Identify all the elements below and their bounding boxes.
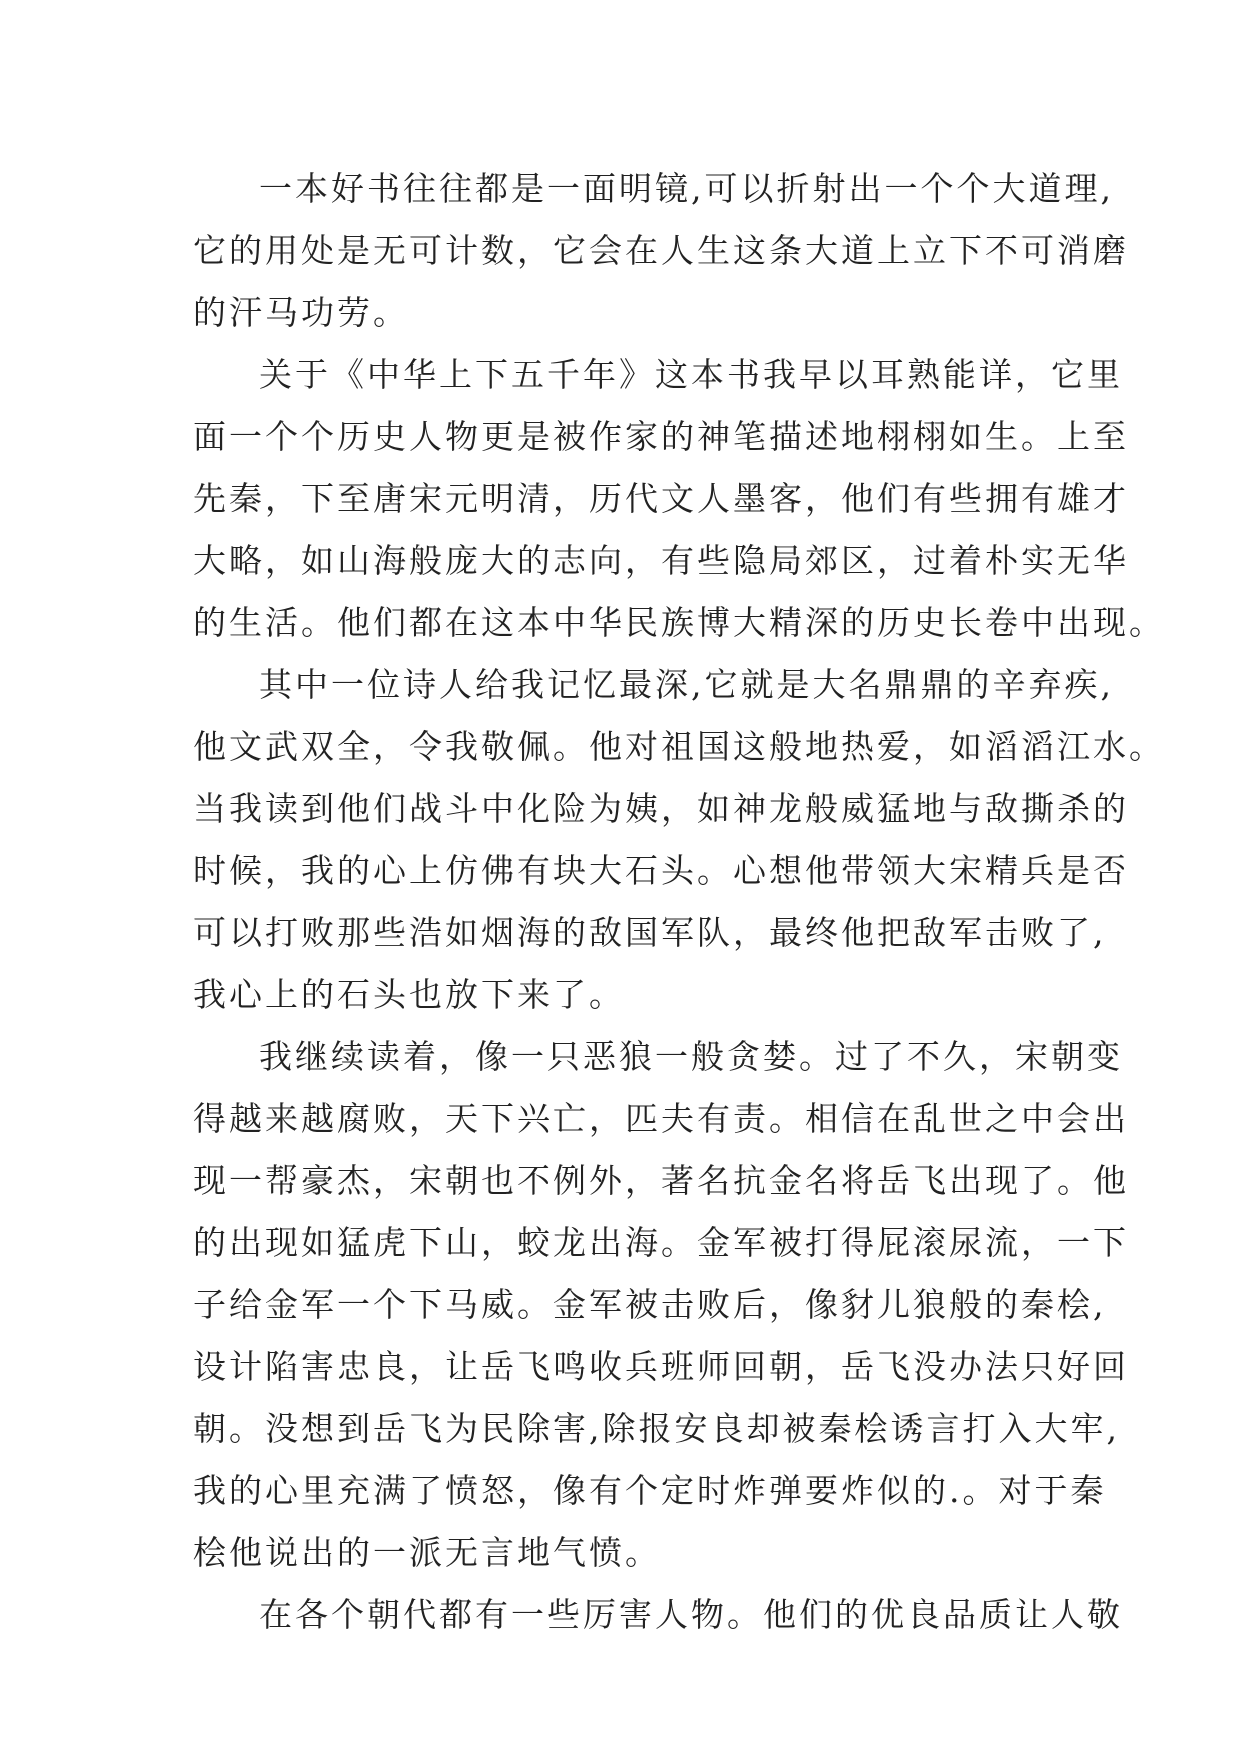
- text-line: 其中一位诗人给我记忆最深,它就是大名鼎鼎的辛弃疾,: [259, 665, 1114, 704]
- text-line: 我继续读着，像一只恶狼一般贪婪。过了不久，宋朝变: [259, 1037, 1123, 1076]
- text-line: 可以打败那些浩如烟海的敌国军队，最终他把敌军击败了,: [193, 913, 1107, 952]
- paragraph-4: [193, 1026, 1129, 1584]
- text-line: 面一个个历史人物更是被作家的神笔描述地栩栩如生。上至: [193, 417, 1129, 456]
- text-line: 我心上的石头也放下来了。: [193, 975, 625, 1014]
- text-line: 朝。没想到岳飞为民除害,除报安良却被秦桧诱言打入大牢,: [193, 1409, 1120, 1448]
- text-line: 得越来越腐败，天下兴亡，匹夫有责。相信在乱世之中会出: [193, 1099, 1129, 1138]
- text-line: 一本好书往往都是一面明镜,可以折射出一个个大道理,: [259, 169, 1114, 208]
- text-line: 桧他说出的一派无言地气愤。: [193, 1533, 661, 1572]
- paragraph-5: [193, 1584, 1123, 1646]
- text-line: 的出现如猛虎下山，蛟龙出海。金军被打得屁滚尿流，一下: [193, 1223, 1129, 1262]
- paragraph-1: [193, 158, 1129, 344]
- text-line: 时候，我的心上仿佛有块大石头。心想他带领大宋精兵是否: [193, 851, 1129, 890]
- paragraph-3: [193, 654, 1165, 1026]
- text-line: 现一帮豪杰，宋朝也不例外，著名抗金名将岳飞出现了。他: [193, 1161, 1129, 1200]
- text-line: 子给金军一个下马威。金军被击败后，像豺儿狼般的秦桧,: [193, 1285, 1107, 1324]
- text-line: 我的心里充满了愤怒，像有个定时炸弹要炸似的.。对于秦: [193, 1471, 1107, 1510]
- essay-body: [193, 158, 1165, 1646]
- text-line: 设计陷害忠良，让岳飞鸣收兵班师回朝，岳飞没办法只好回: [193, 1347, 1129, 1386]
- text-line: 它的用处是无可计数，它会在人生这条大道上立下不可消磨: [193, 231, 1129, 270]
- paragraph-2: [193, 344, 1165, 654]
- text-line: 他文武双全，令我敬佩。他对祖国这般地热爱，如滔滔江水。: [193, 727, 1165, 766]
- text-line: 的汗马功劳。: [193, 293, 409, 332]
- text-line: 关于《中华上下五千年》这本书我早以耳熟能详，它里: [259, 355, 1123, 394]
- text-line: 的生活。他们都在这本中华民族博大精深的历史长卷中出现。: [193, 603, 1165, 642]
- text-line: 在各个朝代都有一些厉害人物。他们的优良品质让人敬: [259, 1595, 1123, 1634]
- text-line: 大略，如山海般庞大的志向，有些隐局郊区，过着朴实无华: [193, 541, 1129, 580]
- text-line: 先秦，下至唐宋元明清，历代文人墨客，他们有些拥有雄才: [193, 479, 1129, 518]
- text-line: 当我读到他们战斗中化险为姨，如神龙般威猛地与敌撕杀的: [193, 789, 1129, 828]
